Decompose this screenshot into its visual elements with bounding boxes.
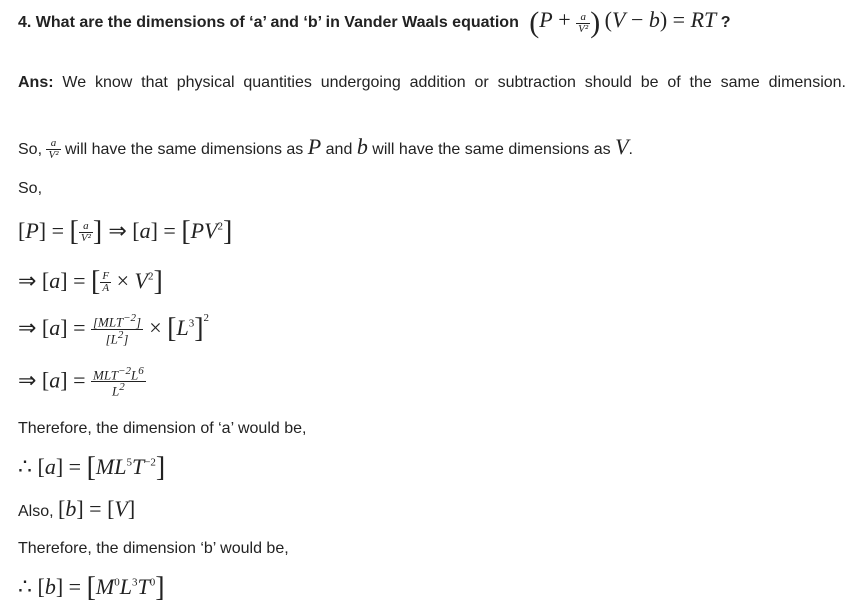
therefore-a-line <box>18 420 306 438</box>
eq-3: ⇒ [a] = $\frac{[MLT^{-2}]}{[L^2]}$ × $[L^3]^2$ <box>18 312 210 347</box>
symbol-b: b <box>356 134 368 159</box>
answer-label: Ans: <box>18 74 54 91</box>
same-as-p-text: will have the same dimensions as <box>64 141 304 158</box>
eq-1: [P] = [ $\frac{a}{\text{V²}}$ ] ⇒ $[a] = [PV^2]$ <box>18 216 233 247</box>
and-text: and <box>325 141 353 158</box>
so-text: So, <box>18 141 43 158</box>
symbol-p: P <box>307 134 322 159</box>
so2-text: So, <box>18 180 43 197</box>
vdw-equation: (P + $\frac{a}{\text{V²}}$ ) (V − b) = RT <box>529 6 717 39</box>
also-text: Also, <box>18 503 54 520</box>
question-mark: ? <box>720 14 731 32</box>
question-text: 4. What are the dimensions of ‘a’ and ‘b’ in Vander Waals equation <box>18 14 519 32</box>
a-over-v2-frac: $\frac{a}{\text{V²}}$ <box>578 10 589 35</box>
a-over-v2: $\frac{a}{\text{V²}}$ <box>48 137 59 162</box>
so-line: So, $\frac{a}{\text{V²}}$ will have the same dimensions as P and b will have the same dimensions as V. <box>18 134 633 162</box>
therefore-a-text: Therefore, the dimension of ‘a’ would be, <box>18 420 307 437</box>
question-heading <box>18 6 731 40</box>
answer-intro <box>18 70 846 122</box>
symbol-v: V <box>615 134 629 159</box>
answer-intro-text: We know that physical quantities undergoing addition or subtraction should be of the same dimension. <box>62 74 847 91</box>
eq-2: ⇒ [a] = [ $\frac{F}{A}$ × $V^2$] <box>18 266 163 297</box>
therefore-b-text: Therefore, the dimension ‘b’ would be, <box>18 540 289 557</box>
also-line: Also, [b] = [V] <box>18 496 136 521</box>
eq-4: ⇒ [a] = $\frac{MLT^{-2}L^6}{L^2}$ <box>18 365 144 399</box>
eq-6: ∴ $[b] = [M^0L^3T^0]$ <box>18 572 165 603</box>
therefore-b-line <box>18 540 289 558</box>
eq-5: ∴ $[a] = [ML^5T^{-2}]$ <box>18 452 166 483</box>
so2-line <box>18 180 42 198</box>
b-same-as-v-text: will have the same dimensions as <box>372 141 611 158</box>
